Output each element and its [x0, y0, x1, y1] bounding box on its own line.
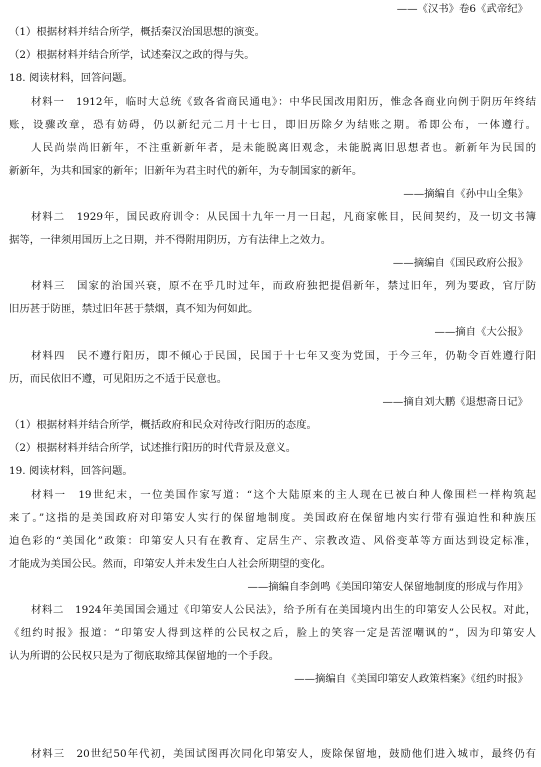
material-19-1-line: 来了。”这指的是美国政府对印第安人实行的保留地制度。美国政府在保留地内实行带有强迫性和种族压 [9, 512, 536, 524]
question-18-2: （2）根据材料并结合所学，试述推行阳历的时代背景及意义。 [9, 442, 297, 454]
material-18-2-line: 据等，一律须用国历上之日期，并不得附用阴历，方有法律上之效力。 [9, 234, 332, 246]
material-19-1-line: 材料一 19世纪末，一位美国作家写道：“这个大陆原来的主人现在已被白种人像围栏一样构筑起 [31, 489, 536, 501]
material-19-2-line: 《纽约时报》报道：“印第安人得到这样的公民权之后，脸上的笑容一定是苦涩嘲讽的”，因为印第安人 [9, 627, 536, 639]
material-19-2-line: 材料二 1924年美国国会通过《印第安人公民法》，给予所有在美国境内出生的印第安人公民权。对此， [31, 604, 536, 616]
source-citation: ——摘自刘大鹏《退想斋日记》 [382, 396, 528, 408]
material-19-3-line: 材料三 20世纪50年代初，美国试图再次同化印第安人，废除保留地，鼓励他们进入城市，最终仍有 [31, 748, 536, 760]
material-18-1-line: 新新年，为共和国家的新年；旧新年为君主时代的新年，为专制国家的新年。 [9, 165, 363, 177]
source-citation: ——摘自《大公报》 [434, 326, 528, 338]
material-19-2-line: 认为所谓的公民权只是为了彻底取缔其保留地的一个手段。 [9, 650, 280, 662]
material-18-3-line: 旧历甚于防匪，禁过旧年甚于禁烟，真不知为何如此。 [9, 303, 259, 315]
material-19-1-line: 才能成为美国公民。然而，印第安人并未发生白人社会所期望的变化。 [9, 558, 332, 570]
question-19-heading: 19. 阅读材料，回答问题。 [9, 465, 133, 477]
source-citation: ——摘编自《美国印第安人政策档案》《纽约时报》 [294, 673, 528, 685]
material-18-1-line: 账，设骤改章，恐有妨碍，仍以新纪元二月十七日，即旧历除夕为结账之期。希即公布，一体遵行。 [9, 119, 536, 131]
source-citation: ——《汉书》卷6《武帝纪》 [396, 3, 528, 15]
material-18-2-line: 材料二 1929年，国民政府训令：从民国十九年一月一日起，凡商家帐目，民间契约，及一切文书簿 [31, 211, 536, 223]
material-18-1-line: 人民尚崇尚旧新年，不注重新新年者，是未能脱离旧观念，未能脱离旧思想者也。新新年为民国的 [31, 142, 536, 154]
source-citation: ——摘编自《孙中山全集》 [403, 188, 528, 200]
material-18-4-line: 历，而民依旧不遵，可见阳历之不适于民意也。 [9, 373, 228, 385]
question-17-1: （1）根据材料并结合所学，概括秦汉治国思想的演变。 [9, 26, 265, 38]
source-citation: ——摘编自李剑鸣《美国印第安人保留地制度的形成与作用》 [247, 581, 528, 593]
question-18-heading: 18. 阅读材料，回答问题。 [9, 72, 133, 84]
question-18-1: （1）根据材料并结合所学，概括政府和民众对待改行阳历的态度。 [9, 419, 317, 431]
material-18-1-line: 材料一 1912年，临时大总统《致各省商民通电》：中华民国改用阳历，惟念各商业向例于阴历年终结 [31, 96, 536, 108]
material-18-3-line: 材料三 国家的治国兴衰，原不在乎几时过年，而政府独把提倡新年，禁过旧年，列为要政，官厅防 [31, 280, 536, 292]
material-19-1-line: 迫色彩的“美国化”政策：印第安人只有在教育、定居生产、宗教改造、风俗变革等方面达到设定标准， [9, 535, 536, 547]
material-18-4-line: 材料四 民不遵行阳历，即不倾心于民国，民国于十七年又变为党国，于今三年，仍勒令百姓遵行阳 [31, 350, 536, 362]
question-17-2: （2）根据材料并结合所学，试述秦汉之政的得与失。 [9, 49, 255, 61]
source-citation: ——摘编自《国民政府公报》 [392, 257, 528, 269]
